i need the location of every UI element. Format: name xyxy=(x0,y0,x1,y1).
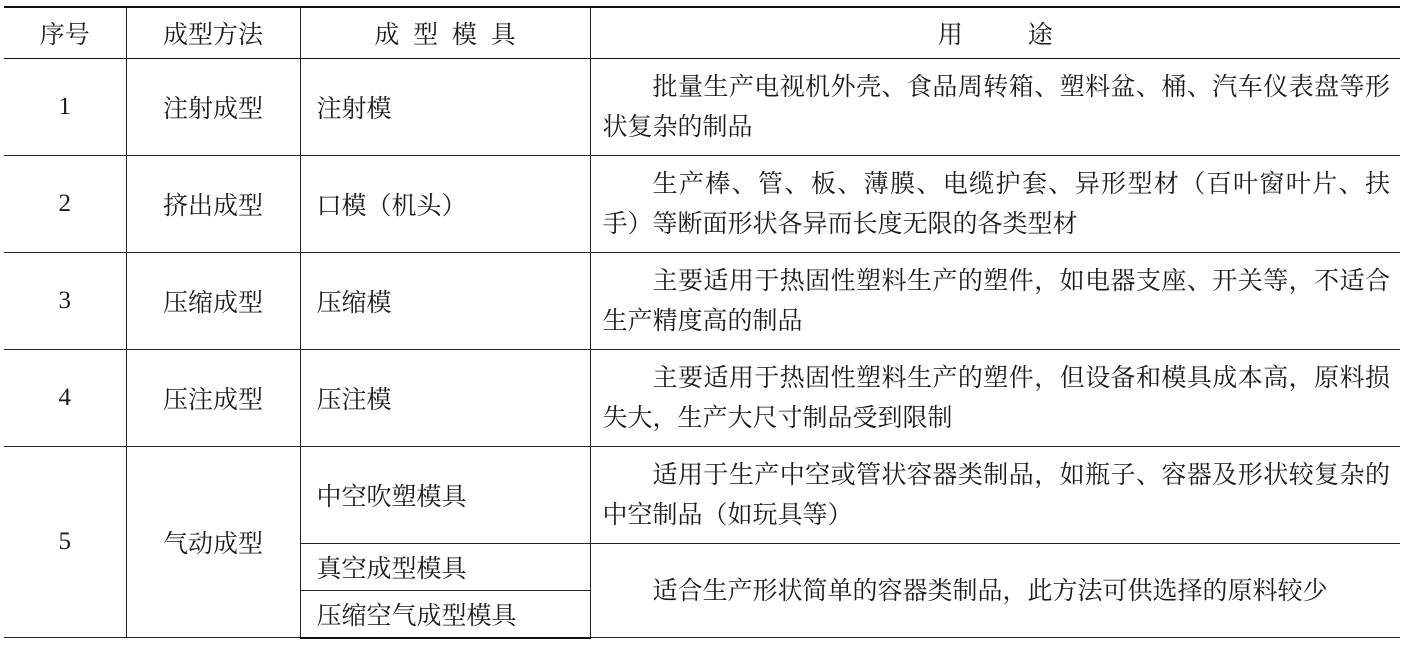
table-row xyxy=(4,253,1400,350)
row-mold: 中空吹塑模具 xyxy=(300,447,590,544)
row-usage: 主要适用于热固性塑料生产的塑件，但设备和模具成本高，原料损失大，生产大尺寸制品受到限制 xyxy=(590,350,1400,447)
row-mold: 压注模 xyxy=(300,350,590,447)
row-mold: 压缩模 xyxy=(300,253,590,350)
row-mold: 压缩空气成型模具 xyxy=(300,591,590,638)
row-index: 4 xyxy=(4,350,126,447)
molding-methods-table xyxy=(4,6,1400,639)
table-row xyxy=(4,350,1400,447)
row-usage: 批量生产电视机外壳、食品周转箱、塑料盆、桶、汽车仪表盘等形状复杂的制品 xyxy=(590,59,1400,156)
row-method: 压缩成型 xyxy=(126,253,300,350)
table-row xyxy=(4,447,1400,544)
row-usage: 适用于生产中空或管状容器类制品，如瓶子、容器及形状较复杂的中空制品（如玩具等） xyxy=(590,447,1400,544)
row-index: 3 xyxy=(4,253,126,350)
row-usage: 生产棒、管、板、薄膜、电缆护套、异形型材（百叶窗叶片、扶手）等断面形状各异而长度无限的各类型材 xyxy=(590,156,1400,253)
row-method: 挤出成型 xyxy=(126,156,300,253)
header-method: 成型方法 xyxy=(126,7,300,59)
row-mold: 口模（机头） xyxy=(300,156,590,253)
row-usage: 主要适用于热固性塑料生产的塑件，如电器支座、开关等，不适合生产精度高的制品 xyxy=(590,253,1400,350)
table-row xyxy=(4,59,1400,156)
table-header-row xyxy=(4,7,1400,59)
row-usage: 适合生产形状简单的容器类制品，此方法可供选择的原料较少 xyxy=(590,544,1400,638)
row-method: 气动成型 xyxy=(126,447,300,638)
row-mold: 注射模 xyxy=(300,59,590,156)
header-mold: 成型模具 xyxy=(300,7,590,59)
row-method: 注射成型 xyxy=(126,59,300,156)
header-usage: 用途 xyxy=(590,7,1400,59)
header-index: 序号 xyxy=(4,7,126,59)
row-index: 2 xyxy=(4,156,126,253)
row-index: 5 xyxy=(4,447,126,638)
row-mold: 真空成型模具 xyxy=(300,544,590,591)
table-row xyxy=(4,156,1400,253)
row-method: 压注成型 xyxy=(126,350,300,447)
document-page xyxy=(4,6,1400,639)
row-index: 1 xyxy=(4,59,126,156)
